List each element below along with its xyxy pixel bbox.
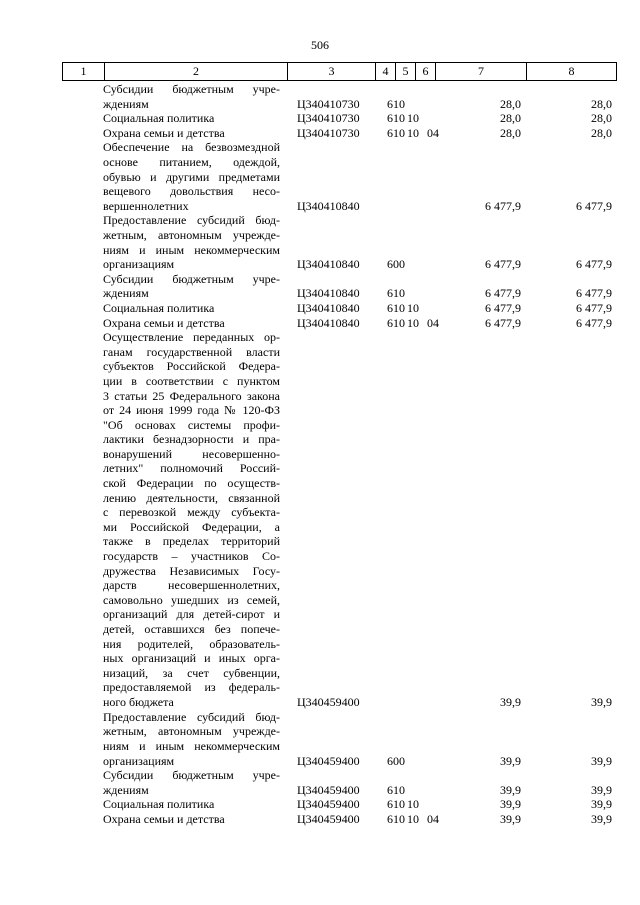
row-description [103, 710, 280, 768]
description-line: организаций для детей-сирот и [103, 607, 280, 622]
row-col-4: 610 [387, 315, 405, 330]
row-value-col-7: 6 477,9 [485, 315, 521, 330]
row-code: Ц340459400 [297, 782, 360, 797]
table-row [0, 812, 640, 827]
page-number: 506 [311, 38, 329, 52]
description-line: от 24 июня 1999 года № 120-ФЗ [103, 403, 280, 418]
description-line: Предоставление субсидий бюд- [103, 709, 280, 724]
table-row [0, 316, 640, 331]
description-line: Субсидии бюджетным учре- [103, 768, 280, 783]
description-line: летних" полномочий Россий- [103, 461, 280, 476]
description-line: ного бюджета [103, 694, 174, 709]
description-line: предоставляемой из федераль- [103, 680, 280, 695]
row-col-6: 04 [427, 315, 439, 330]
row-description [103, 111, 280, 126]
row-col-4: 610 [387, 111, 405, 126]
row-description [103, 316, 280, 331]
description-line: также в пределах территорий [103, 534, 280, 549]
row-value-col-7: 6 477,9 [485, 300, 521, 315]
row-value-col-8: 39,9 [591, 811, 612, 826]
description-line: ных организаций и иных орга- [103, 651, 280, 666]
description-line: ниям и иным некоммерческим [103, 738, 280, 753]
row-description [103, 812, 280, 827]
description-line: жетным, автономным учрежде- [103, 724, 280, 739]
table-header [62, 62, 617, 81]
description-line: детей, оставшихся без попече- [103, 622, 280, 637]
row-description [103, 797, 280, 812]
description-line: лению деятельности, связанной [103, 490, 280, 505]
table-row [0, 140, 640, 213]
row-value-col-7: 6 477,9 [485, 198, 521, 213]
row-value-col-7: 28,0 [500, 111, 521, 126]
table-row [0, 330, 640, 710]
description-line: 3 статьи 25 Федерального закона [103, 388, 280, 403]
row-description [103, 82, 280, 111]
row-description [103, 272, 280, 301]
description-line: Обеспечение на безвозмездной [103, 140, 280, 155]
table-row [0, 710, 640, 768]
description-line: Охрана семьи и детства [103, 811, 225, 826]
description-line: Осуществление переданных ор- [103, 330, 280, 345]
description-line: ции в соответствии с пунктом [103, 373, 280, 388]
description-line: ждениям [103, 286, 149, 301]
description-line: самовольно ушедших из семей, [103, 592, 280, 607]
row-code: Ц340410840 [297, 300, 360, 315]
description-line: Социальная политика [103, 300, 215, 315]
row-code: Ц340410730 [297, 96, 360, 111]
row-code: Ц340410840 [297, 286, 360, 301]
description-line: дарств несовершеннолетних, [103, 578, 280, 593]
row-description [103, 213, 280, 271]
table-row [0, 797, 640, 812]
header-col-3: 3 [288, 63, 376, 81]
row-value-col-7: 6 477,9 [485, 286, 521, 301]
row-value-col-8: 6 477,9 [576, 286, 612, 301]
description-line: Субсидии бюджетным учре- [103, 271, 280, 286]
row-description [103, 768, 280, 797]
row-col-4: 610 [387, 811, 405, 826]
header-col-4: 4 [376, 63, 396, 81]
description-line: Субсидии бюджетным учре- [103, 82, 280, 96]
row-value-col-7: 39,9 [500, 753, 521, 768]
header-col-1: 1 [63, 63, 105, 81]
table-row [0, 82, 640, 111]
table-row [0, 272, 640, 301]
row-value-col-8: 39,9 [591, 695, 612, 710]
table-row [0, 768, 640, 797]
description-line: вершеннолетних [103, 198, 189, 213]
row-value-col-8: 39,9 [591, 753, 612, 768]
description-line: ждениям [103, 782, 149, 797]
description-line: Охрана семьи и детства [103, 125, 225, 140]
row-col-5: 10 [407, 315, 419, 330]
description-line: жетным, автономным учрежде- [103, 227, 280, 242]
description-line: организациям [103, 753, 175, 768]
row-description [103, 301, 280, 316]
row-col-4: 600 [387, 753, 405, 768]
description-line: "Об основах системы профи- [103, 417, 280, 432]
row-col-4: 610 [387, 797, 405, 812]
row-code: Ц340459400 [297, 695, 360, 710]
row-col-6: 04 [427, 125, 439, 140]
row-value-col-7: 28,0 [500, 125, 521, 140]
description-line: вонарушений несовершенно- [103, 446, 280, 461]
description-line: ния родителей, образователь- [103, 636, 280, 651]
header-col-5: 5 [396, 63, 416, 81]
description-line: организациям [103, 257, 175, 272]
row-col-4: 610 [387, 286, 405, 301]
description-line: основе питанием, одеждой, [103, 154, 280, 169]
row-col-4: 610 [387, 125, 405, 140]
description-line: ганам государственной власти [103, 344, 280, 359]
row-code: Ц340410730 [297, 111, 360, 126]
description-line: Охрана семьи и детства [103, 315, 225, 330]
description-line: вещевого довольствия несо- [103, 184, 280, 199]
table-row [0, 126, 640, 141]
row-code: Ц340459400 [297, 753, 360, 768]
row-value-col-7: 6 477,9 [485, 257, 521, 272]
description-line: государств – участников Со- [103, 549, 280, 564]
row-value-col-7: 39,9 [500, 811, 521, 826]
description-line: субъектов Российской Федера- [103, 359, 280, 374]
row-code: Ц340459400 [297, 811, 360, 826]
row-col-4: 610 [387, 782, 405, 797]
row-value-col-7: 39,9 [500, 695, 521, 710]
description-line: ждениям [103, 96, 149, 111]
description-line: ми Российской Федерации, а [103, 519, 280, 534]
row-value-col-8: 28,0 [591, 111, 612, 126]
description-line: с перевозкой между субъекта- [103, 505, 280, 520]
row-value-col-8: 28,0 [591, 96, 612, 111]
description-line: обувью и другими предметами [103, 169, 280, 184]
table-row [0, 111, 640, 126]
row-col-5: 10 [407, 300, 419, 315]
row-code: Ц340459400 [297, 797, 360, 812]
header-col-7: 7 [436, 63, 527, 81]
row-code: Ц340410840 [297, 315, 360, 330]
row-col-5: 10 [407, 797, 419, 812]
row-col-4: 600 [387, 257, 405, 272]
row-description [103, 126, 280, 141]
row-value-col-8: 39,9 [591, 782, 612, 797]
row-col-5: 10 [407, 125, 419, 140]
row-code: Ц340410730 [297, 125, 360, 140]
row-value-col-8: 6 477,9 [576, 300, 612, 315]
description-line: ниям и иным некоммерческим [103, 242, 280, 257]
row-value-col-7: 39,9 [500, 782, 521, 797]
row-description [103, 140, 280, 213]
description-line: ской Федерации по осуществ- [103, 476, 280, 491]
description-line: Предоставление субсидий бюд- [103, 213, 280, 228]
description-line: Социальная политика [103, 797, 215, 812]
table-row [0, 213, 640, 271]
row-col-6: 04 [427, 811, 439, 826]
description-line: Социальная политика [103, 111, 215, 126]
description-line: лактики безнадзорности и пра- [103, 432, 280, 447]
row-col-5: 10 [407, 111, 419, 126]
row-value-col-8: 6 477,9 [576, 257, 612, 272]
row-col-4: 610 [387, 300, 405, 315]
row-code: Ц340410840 [297, 257, 360, 272]
row-col-4: 610 [387, 96, 405, 111]
row-code: Ц340410840 [297, 198, 360, 213]
description-line: дружества Независимых Госу- [103, 563, 280, 578]
header-col-6: 6 [416, 63, 436, 81]
row-col-5: 10 [407, 811, 419, 826]
header-col-8: 8 [527, 63, 617, 81]
table-body [0, 82, 640, 827]
row-value-col-8: 6 477,9 [576, 315, 612, 330]
row-value-col-8: 28,0 [591, 125, 612, 140]
table-row [0, 301, 640, 316]
row-value-col-8: 39,9 [591, 797, 612, 812]
row-value-col-7: 39,9 [500, 797, 521, 812]
row-value-col-8: 6 477,9 [576, 198, 612, 213]
header-col-2: 2 [105, 63, 288, 81]
description-line: низаций, за счет субвенции, [103, 665, 280, 680]
row-description [103, 330, 280, 709]
row-value-col-7: 28,0 [500, 96, 521, 111]
